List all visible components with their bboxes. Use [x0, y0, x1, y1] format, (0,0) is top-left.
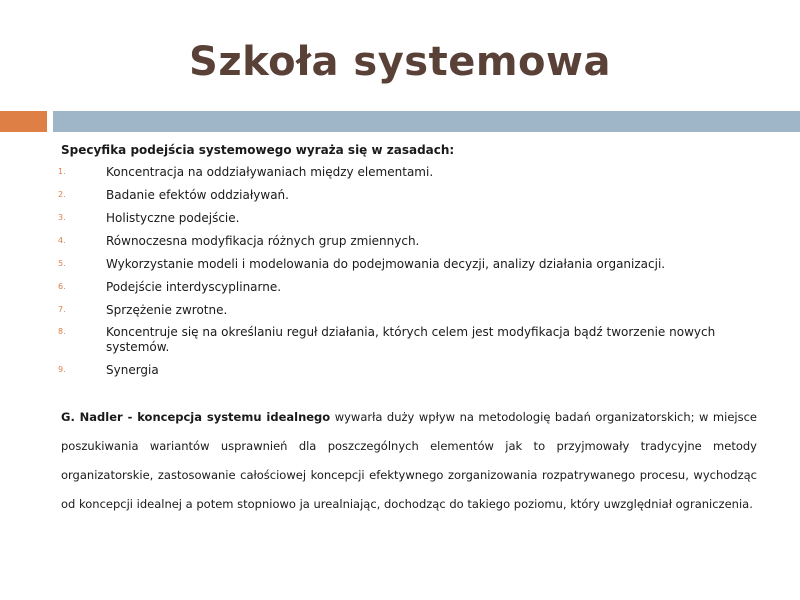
list-item-text: Holistyczne podejście.	[106, 211, 240, 225]
list-item-text: Badanie efektów oddziaływań.	[106, 188, 289, 202]
list-item-number: 2.	[58, 190, 66, 199]
list-item-number: 8.	[58, 327, 66, 336]
list-item-number: 6.	[58, 282, 66, 291]
list-item-text: Podejście interdyscyplinarne.	[106, 280, 282, 294]
list-item-number: 9.	[58, 365, 66, 374]
nadler-body: wywarła duży wpływ na metodologię badań organizatorskich; w miejsce poszukiwania wariantów usprawnień dla poszczególnych elementów jak to przyjmowały tradycyjne metody organizatorskie, zastosowanie całościowej koncepcji efektywnego zorganizowania rozpatrywanego procesu, wychodząc od koncepcji idealnej a potem stopniowo ja urealniając, dochodząc do takiego poziomu, który uwzględniał ograniczenia.	[61, 410, 757, 511]
list-item-text: Sprzężenie zwrotne.	[106, 303, 228, 317]
accent-bar-orange	[0, 111, 47, 132]
nadler-paragraph	[61, 403, 757, 519]
list-item-number: 5.	[58, 259, 66, 268]
intro-text: Specyfika podejścia systemowego wyraża się w zasadach:	[61, 143, 455, 157]
accent-bar-blue	[53, 111, 800, 132]
list-item-number: 3.	[58, 213, 66, 222]
list-item-number: 7.	[58, 305, 66, 314]
list-item-text: Równoczesna modyfikacja różnych grup zmiennych.	[106, 234, 420, 248]
list-item-text: Koncentruje się na określaniu reguł działania, których celem jest modyfikacja bądź tworzenie nowych systemów.	[106, 325, 716, 354]
list-item-text: Wykorzystanie modeli i modelowania do podejmowania decyzji, analizy działania organizacji.	[106, 257, 666, 271]
list-item-text: Koncentracja na oddziaływaniach między elementami.	[106, 165, 434, 179]
nadler-heading: G. Nadler - koncepcja systemu idealnego	[61, 410, 331, 424]
slide-title: Szkoła systemowa	[189, 39, 611, 85]
list-item-text: Synergia	[106, 363, 159, 377]
list-item-number: 1.	[58, 167, 66, 176]
list-item-number: 4.	[58, 236, 66, 245]
